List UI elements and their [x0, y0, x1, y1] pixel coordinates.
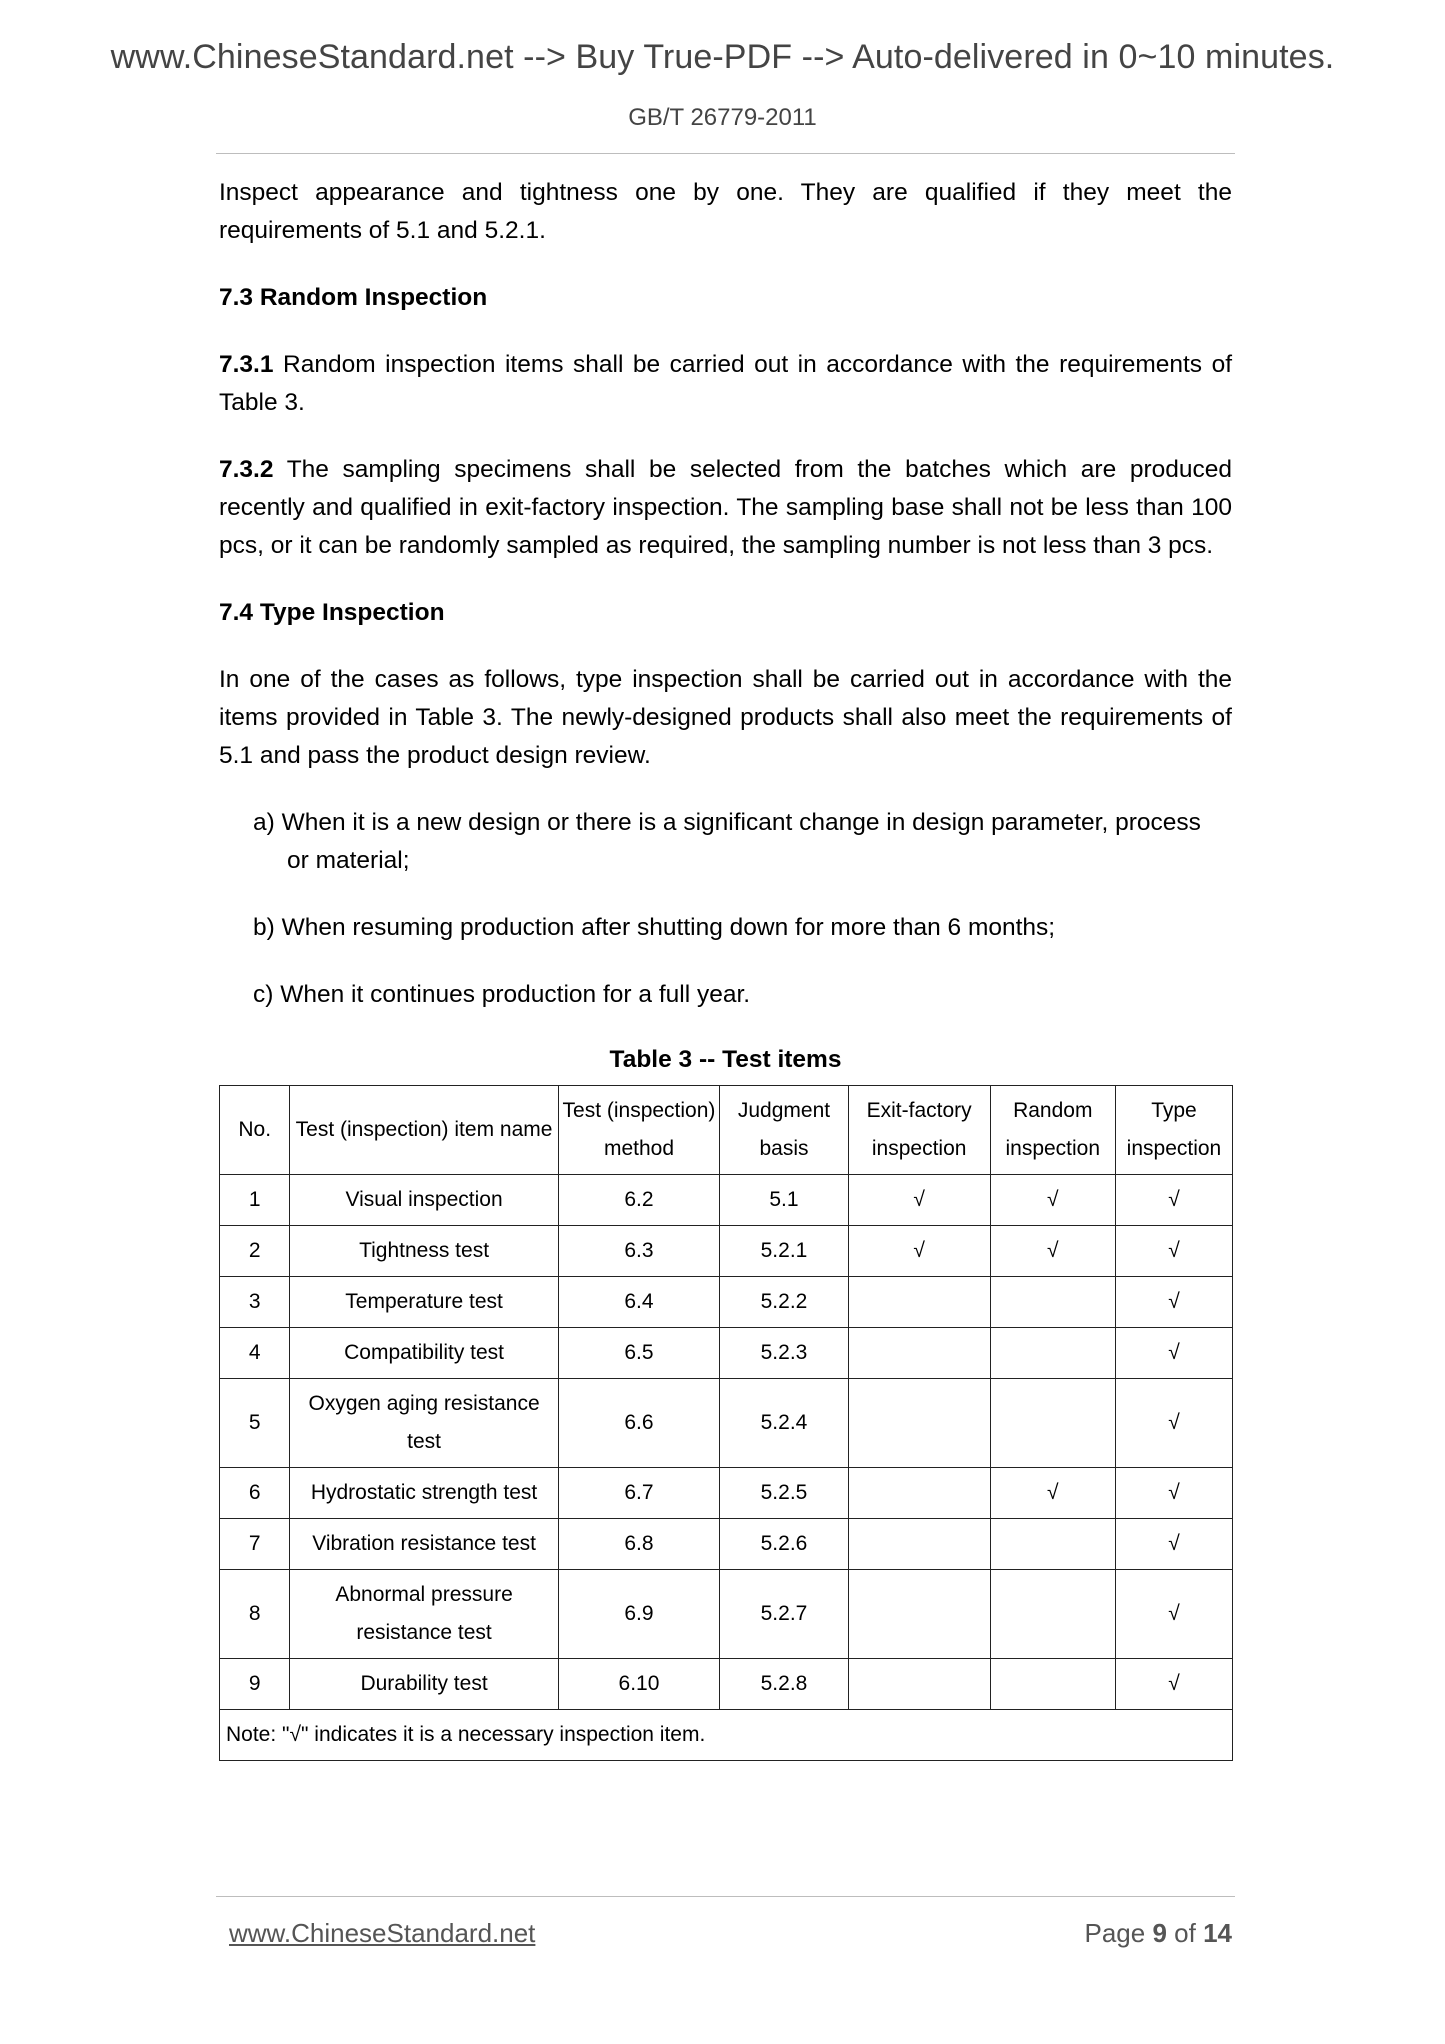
cell-type: √ [1115, 1570, 1232, 1659]
cell-item-name: Vibration resistance test [290, 1519, 558, 1570]
cell-exit-factory [848, 1328, 990, 1379]
cell-item-name: Visual inspection [290, 1175, 558, 1226]
cell-exit-factory [848, 1277, 990, 1328]
cell-random: √ [990, 1175, 1115, 1226]
paragraph-7-4: In one of the cases as follows, type inspection shall be carried out in accordance with the items provided in Table 3. The newly-designed products shall also meet the requirements of 5.1 and pass the product design review. [219, 666, 1232, 769]
cell-random [990, 1328, 1115, 1379]
cell-exit-factory [848, 1570, 990, 1659]
list-item-a-line2: or material; [287, 847, 410, 874]
page-indicator [1084, 1918, 1232, 1949]
page-of-label: of [1174, 1918, 1196, 1948]
cell-no: 1 [220, 1175, 290, 1226]
cell-method: 6.5 [558, 1328, 720, 1379]
cell-basis: 5.2.7 [720, 1570, 848, 1659]
table-row [220, 1379, 1233, 1468]
cell-exit-factory: √ [848, 1175, 990, 1226]
table-caption: Table 3 -- Test items [609, 1046, 842, 1073]
paragraph-7-3-1 [219, 346, 1232, 422]
header-no: No. [220, 1086, 290, 1175]
table-row [220, 1277, 1233, 1328]
cell-random: √ [990, 1468, 1115, 1519]
cell-method: 6.10 [558, 1659, 720, 1710]
cell-basis: 5.2.2 [720, 1277, 848, 1328]
list-item-a-line1: When it is a new design or there is a significant change in design parameter, process [274, 809, 1201, 836]
table-row [220, 1659, 1233, 1710]
cell-type: √ [1115, 1519, 1232, 1570]
cell-no: 8 [220, 1570, 290, 1659]
cell-item-name: Hydrostatic strength test [290, 1468, 558, 1519]
cell-type: √ [1115, 1379, 1232, 1468]
heading-7-4: 7.4 Type Inspection [219, 599, 445, 626]
cell-no: 3 [220, 1277, 290, 1328]
cell-type: √ [1115, 1226, 1232, 1277]
cell-method: 6.6 [558, 1379, 720, 1468]
cell-basis: 5.2.1 [720, 1226, 848, 1277]
list-item-c: c) When it continues production for a full year. [253, 981, 751, 1008]
page-label: Page [1084, 1918, 1146, 1948]
cell-no: 5 [220, 1379, 290, 1468]
list-item-a [253, 804, 1232, 880]
cell-no: 9 [220, 1659, 290, 1710]
header-item-name: Test (inspection) item name [290, 1086, 558, 1175]
table-row [220, 1570, 1233, 1659]
cell-method: 6.3 [558, 1226, 720, 1277]
heading-7-3: 7.3 Random Inspection [219, 284, 488, 311]
clause-number-7-3-1: 7.3.1 [219, 351, 274, 378]
cell-method: 6.2 [558, 1175, 720, 1226]
cell-random [990, 1519, 1115, 1570]
header-method: Test (inspection) method [558, 1086, 720, 1175]
cell-no: 7 [220, 1519, 290, 1570]
cell-basis: 5.2.6 [720, 1519, 848, 1570]
table-row [220, 1226, 1233, 1277]
cell-method: 6.8 [558, 1519, 720, 1570]
cell-basis: 5.2.3 [720, 1328, 848, 1379]
cell-item-name: Temperature test [290, 1277, 558, 1328]
cell-type: √ [1115, 1328, 1232, 1379]
cell-type: √ [1115, 1277, 1232, 1328]
cell-random [990, 1277, 1115, 1328]
cell-exit-factory [848, 1519, 990, 1570]
cell-random: √ [990, 1226, 1115, 1277]
paragraph-inspect-appearance: Inspect appearance and tightness one by one. They are qualified if they meet the requirements of 5.1 and 5.2.1. [219, 179, 1232, 244]
document-id: GB/T 26779-2011 [628, 104, 817, 131]
list-item-a-label: a) [253, 809, 275, 836]
clause-text-7-3-2: The sampling specimens shall be selected from the batches which are produced recently and qualified in exit-factory inspection. The sampling base shall not be less than 100 pcs, or it can be randomly sampled as required, the sampling number is not less than 3 pcs. [219, 456, 1232, 559]
cell-type: √ [1115, 1175, 1232, 1226]
cell-random [990, 1659, 1115, 1710]
table-header-row [220, 1086, 1233, 1175]
page-total: 14 [1203, 1918, 1232, 1948]
cell-item-name: Durability test [290, 1659, 558, 1710]
cell-method: 6.4 [558, 1277, 720, 1328]
cell-item-name: Tightness test [290, 1226, 558, 1277]
cell-random [990, 1379, 1115, 1468]
table-row [220, 1328, 1233, 1379]
cell-method: 6.9 [558, 1570, 720, 1659]
paragraph-7-3-2 [219, 451, 1232, 565]
list-item-b: b) When resuming production after shutting down for more than 6 months; [253, 914, 1056, 941]
cell-method: 6.7 [558, 1468, 720, 1519]
cell-basis: 5.1 [720, 1175, 848, 1226]
clause-text-7-3-1: Random inspection items shall be carried out in accordance with the requirements of Table 3. [219, 351, 1232, 416]
cell-no: 6 [220, 1468, 290, 1519]
header-basis: Judgment basis [720, 1086, 848, 1175]
page-number: 9 [1152, 1918, 1167, 1948]
table-row [220, 1468, 1233, 1519]
cell-type: √ [1115, 1659, 1232, 1710]
cell-no: 4 [220, 1328, 290, 1379]
cell-no: 2 [220, 1226, 290, 1277]
cell-random [990, 1570, 1115, 1659]
table-note-row [220, 1710, 1233, 1761]
cell-item-name: Abnormal pressure resistance test [290, 1570, 558, 1659]
site-banner: www.ChineseStandard.net --> Buy True-PDF --> Auto-delivered in 0~10 minutes. [110, 38, 1335, 76]
cell-type: √ [1115, 1468, 1232, 1519]
table-row [220, 1175, 1233, 1226]
cell-exit-factory: √ [848, 1226, 990, 1277]
test-items-table [219, 1085, 1233, 1761]
clause-number-7-3-2: 7.3.2 [219, 456, 274, 483]
table-note: Note: "√" indicates it is a necessary inspection item. [220, 1710, 1233, 1761]
header-type: Type inspection [1115, 1086, 1232, 1175]
cell-item-name: Compatibility test [290, 1328, 558, 1379]
header-divider [216, 153, 1235, 154]
table-row [220, 1519, 1233, 1570]
cell-basis: 5.2.4 [720, 1379, 848, 1468]
cell-basis: 5.2.5 [720, 1468, 848, 1519]
footer-site-link[interactable]: www.ChineseStandard.net [229, 1918, 536, 1948]
cell-exit-factory [848, 1379, 990, 1468]
footer-divider [216, 1896, 1235, 1897]
header-random: Random inspection [990, 1086, 1115, 1175]
cell-item-name: Oxygen aging resistance test [290, 1379, 558, 1468]
cell-exit-factory [848, 1659, 990, 1710]
page-content [219, 174, 1232, 1761]
header-exit-factory: Exit-factory inspection [848, 1086, 990, 1175]
cell-exit-factory [848, 1468, 990, 1519]
cell-basis: 5.2.8 [720, 1659, 848, 1710]
